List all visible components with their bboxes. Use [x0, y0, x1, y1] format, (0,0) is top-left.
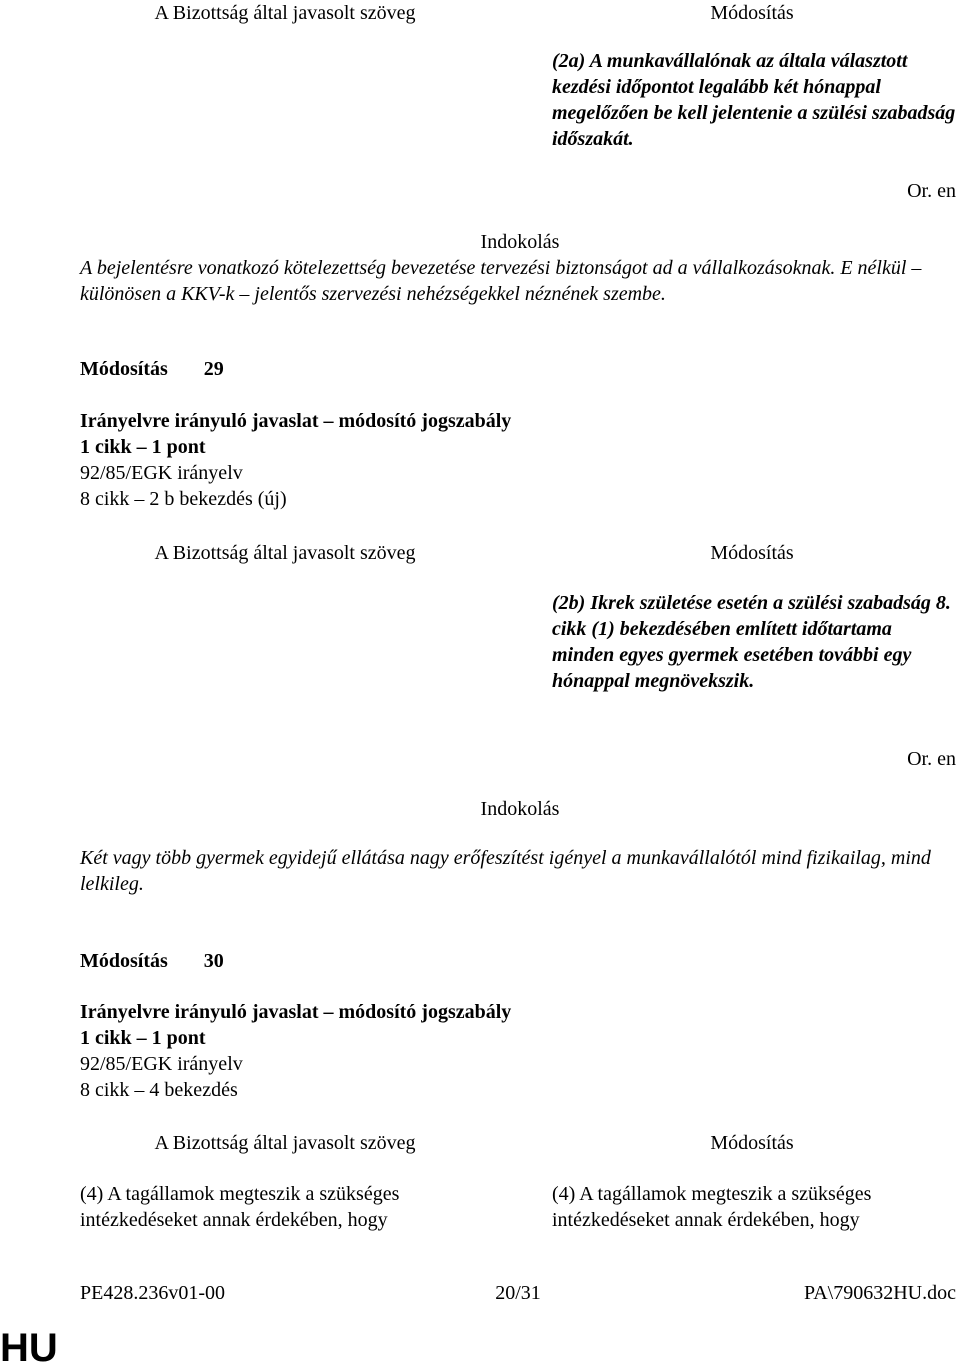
amendment-30-col-left-header: A Bizottság által javasolt szöveg [154, 1132, 416, 1154]
amendment-30-amended-text: (4) A tagállamok megteszik a szükséges intézkedéseket annak érdekében, hogy [552, 1183, 872, 1231]
top-amendment-text: (2a) A munkavállalónak az általa választott kezdési időpontot legalább két hónappal megelőzően be kell jelentenie a szülési szabadság időszakát. [552, 50, 956, 150]
amendment-29-ref-line1: Irányelvre irányuló javaslat – módosító jogszabály [80, 410, 512, 432]
amendment-29-ref-line3: 92/85/EGK irányelv [80, 462, 243, 484]
amendment-30-col-right-header: Módosítás [710, 1132, 794, 1154]
footer-language-code: HU [0, 1326, 58, 1370]
footer-doc-code: PE428.236v01-00 [80, 1282, 225, 1304]
amendment-29-col-left-header: A Bizottság által javasolt szöveg [154, 542, 416, 564]
amendment-29-justification-title: Indokolás [480, 798, 560, 820]
amendment-29-col-right-header: Módosítás [710, 542, 794, 564]
amendment-30-ref-line4: 8 cikk – 4 bekezdés [80, 1079, 238, 1101]
footer-file-ref: PA\790632HU.doc [803, 1282, 956, 1304]
amendment-29-justification-text: Két vagy több gyermek egyidejű ellátása nagy erőfeszítést igényel a munkavállalótól mind fizikailag, mind lelkileg. [80, 847, 931, 895]
top-language-tag: Or. en [907, 180, 956, 202]
amendment-30-label [80, 948, 224, 974]
amendment-30-ref-line1: Irányelvre irányuló javaslat – módosító jogszabály [80, 1001, 512, 1023]
amendment-29-language-tag: Or. en [907, 748, 956, 770]
top-justification-text: A bejelentésre vonatkozó kötelezettség bevezetése tervezési biztonságot ad a vállalkozásoknak. E nélkül – különösen a KKV-k – jelentős szervezési nehézségekkel néznének szembe. [80, 257, 922, 305]
amendment-30-ref-line2: 1 cikk – 1 pont [80, 1027, 206, 1049]
amendment-label: Módosítás [80, 950, 168, 972]
amendment-30-ref-line3: 92/85/EGK irányelv [80, 1053, 243, 1075]
footer-page-number: 20/31 [495, 1282, 541, 1304]
amendment-29-label [80, 356, 224, 382]
amendment-29-ref-line4: 8 cikk – 2 b bekezdés (új) [80, 488, 287, 510]
amendment-29-text: (2b) Ikrek születése esetén a szülési szabadság 8. cikk (1) bekezdésében említett időtartama minden egyes gyermek esetében további egy hónappal megnövekszik. [552, 592, 951, 692]
amendment-number: 29 [203, 358, 224, 380]
top-col-right-header: Módosítás [710, 2, 794, 24]
amendment-number: 30 [203, 950, 224, 972]
amendment-30-original-text: (4) A tagállamok megteszik a szükséges intézkedéseket annak érdekében, hogy [80, 1183, 400, 1231]
amendment-label: Módosítás [80, 358, 168, 380]
top-justification-title: Indokolás [480, 231, 560, 253]
top-col-left-header: A Bizottság által javasolt szöveg [154, 2, 416, 24]
amendment-29-ref-line2: 1 cikk – 1 pont [80, 436, 206, 458]
